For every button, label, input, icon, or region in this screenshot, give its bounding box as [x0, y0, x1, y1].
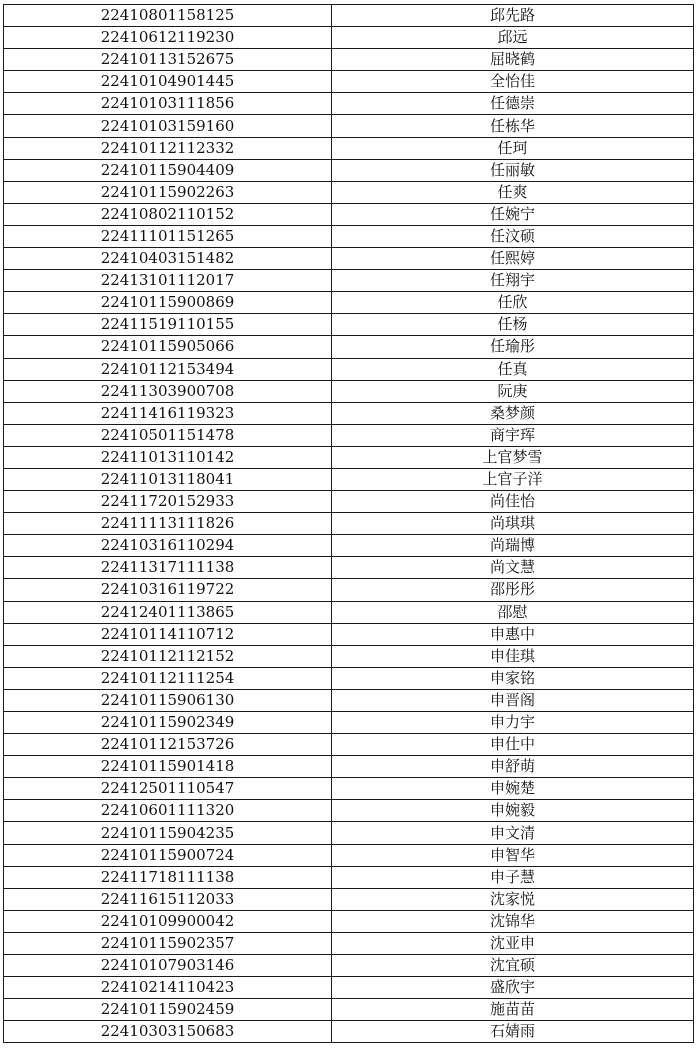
id-cell: 22410113152675	[4, 49, 332, 71]
name-cell: 全怡佳	[332, 71, 694, 93]
name-cell: 申佳琪	[332, 645, 694, 667]
table-row	[4, 623, 694, 645]
id-cell: 22410107903146	[4, 955, 332, 977]
id-cell: 22410214110423	[4, 977, 332, 999]
name-cell: 任欣	[332, 292, 694, 314]
table-row	[4, 689, 694, 711]
name-cell: 任真	[332, 358, 694, 380]
id-cell: 22410115904235	[4, 822, 332, 844]
id-cell: 22411303900708	[4, 380, 332, 402]
name-cell: 邵彤彤	[332, 579, 694, 601]
id-cell: 22410316110294	[4, 535, 332, 557]
name-cell: 申智华	[332, 844, 694, 866]
id-cell: 22412401113865	[4, 601, 332, 623]
name-cell: 任珂	[332, 137, 694, 159]
name-cell: 邱远	[332, 27, 694, 49]
id-cell: 22410802110152	[4, 203, 332, 225]
table-row	[4, 601, 694, 623]
id-cell: 22410112112332	[4, 137, 332, 159]
name-cell: 沈宜硕	[332, 955, 694, 977]
id-cell: 22410115902349	[4, 712, 332, 734]
id-cell: 22411317111138	[4, 557, 332, 579]
id-cell: 22413101112017	[4, 270, 332, 292]
id-cell: 22410612119230	[4, 27, 332, 49]
id-cell: 22410115902357	[4, 932, 332, 954]
table-row	[4, 977, 694, 999]
table-row	[4, 159, 694, 181]
name-cell: 上官子洋	[332, 468, 694, 490]
id-cell: 22410109900042	[4, 910, 332, 932]
name-cell: 任爽	[332, 181, 694, 203]
id-cell: 22411013118041	[4, 468, 332, 490]
name-cell: 申婉楚	[332, 778, 694, 800]
id-cell: 22411519110155	[4, 314, 332, 336]
name-cell: 任汶硕	[332, 225, 694, 247]
id-cell: 22410112111254	[4, 667, 332, 689]
table-row	[4, 314, 694, 336]
name-cell: 邵慰	[332, 601, 694, 623]
id-cell: 22410115902263	[4, 181, 332, 203]
name-cell: 屈晓鹤	[332, 49, 694, 71]
table-row	[4, 778, 694, 800]
table-row	[4, 446, 694, 468]
id-cell: 22410112153726	[4, 734, 332, 756]
table-row	[4, 270, 694, 292]
id-cell: 22410115905066	[4, 336, 332, 358]
name-cell: 尚佳怡	[332, 491, 694, 513]
table-row	[4, 822, 694, 844]
table-row	[4, 203, 694, 225]
table-row	[4, 756, 694, 778]
name-cell: 尚文慧	[332, 557, 694, 579]
roster-table	[3, 4, 694, 1043]
roster-table-body	[4, 5, 694, 1043]
id-cell: 22410104901445	[4, 71, 332, 93]
table-row	[4, 734, 694, 756]
name-cell: 申子慧	[332, 866, 694, 888]
id-cell: 22410115901418	[4, 756, 332, 778]
name-cell: 施苗苗	[332, 999, 694, 1021]
table-row	[4, 115, 694, 137]
id-cell: 22410103111856	[4, 93, 332, 115]
id-cell: 22411101151265	[4, 225, 332, 247]
table-row	[4, 292, 694, 314]
name-cell: 申仕中	[332, 734, 694, 756]
name-cell: 任婉宁	[332, 203, 694, 225]
name-cell: 任翔宇	[332, 270, 694, 292]
table-row	[4, 910, 694, 932]
id-cell: 22410316119722	[4, 579, 332, 601]
table-row	[4, 137, 694, 159]
id-cell: 22410114110712	[4, 623, 332, 645]
table-row	[4, 491, 694, 513]
id-cell: 22410601111320	[4, 800, 332, 822]
name-cell: 申文清	[332, 822, 694, 844]
table-row	[4, 424, 694, 446]
table-row	[4, 380, 694, 402]
id-cell: 22410115900869	[4, 292, 332, 314]
name-cell: 尚琪琪	[332, 513, 694, 535]
table-row	[4, 248, 694, 270]
table-row	[4, 645, 694, 667]
id-cell: 22411013110142	[4, 446, 332, 468]
table-row	[4, 468, 694, 490]
table-row	[4, 579, 694, 601]
table-row	[4, 181, 694, 203]
name-cell: 沈家悦	[332, 888, 694, 910]
name-cell: 申晋阁	[332, 689, 694, 711]
table-row	[4, 402, 694, 424]
id-cell: 22411113111826	[4, 513, 332, 535]
table-row	[4, 358, 694, 380]
id-cell: 22411718111138	[4, 866, 332, 888]
table-row	[4, 535, 694, 557]
name-cell: 申力宇	[332, 712, 694, 734]
table-row	[4, 557, 694, 579]
id-cell: 22410801158125	[4, 5, 332, 27]
name-cell: 任瑜彤	[332, 336, 694, 358]
name-cell: 任德崇	[332, 93, 694, 115]
table-row	[4, 800, 694, 822]
table-row	[4, 225, 694, 247]
id-cell: 22410115906130	[4, 689, 332, 711]
table-row	[4, 71, 694, 93]
table-row	[4, 49, 694, 71]
id-cell: 22412501110547	[4, 778, 332, 800]
name-cell: 上官梦雪	[332, 446, 694, 468]
name-cell: 沈锦华	[332, 910, 694, 932]
table-row	[4, 336, 694, 358]
table-row	[4, 866, 694, 888]
table-row	[4, 955, 694, 977]
table-row	[4, 999, 694, 1021]
name-cell: 尚瑞博	[332, 535, 694, 557]
id-cell: 22410303150683	[4, 1021, 332, 1043]
name-cell: 商宇珲	[332, 424, 694, 446]
id-cell: 22411416119323	[4, 402, 332, 424]
table-row	[4, 844, 694, 866]
id-cell: 22410112112152	[4, 645, 332, 667]
table-row	[4, 1021, 694, 1043]
id-cell: 22410501151478	[4, 424, 332, 446]
name-cell: 阮庚	[332, 380, 694, 402]
name-cell: 任杨	[332, 314, 694, 336]
id-cell: 22410115900724	[4, 844, 332, 866]
table-row	[4, 932, 694, 954]
name-cell: 任熙婷	[332, 248, 694, 270]
id-cell: 22411615112033	[4, 888, 332, 910]
table-row	[4, 27, 694, 49]
table-row	[4, 888, 694, 910]
name-cell: 石婧雨	[332, 1021, 694, 1043]
name-cell: 盛欣宇	[332, 977, 694, 999]
name-cell: 申家铭	[332, 667, 694, 689]
id-cell: 22410103159160	[4, 115, 332, 137]
table-row	[4, 513, 694, 535]
table-row	[4, 5, 694, 27]
table-row	[4, 93, 694, 115]
name-cell: 任栋华	[332, 115, 694, 137]
id-cell: 22410115904409	[4, 159, 332, 181]
id-cell: 22410112153494	[4, 358, 332, 380]
id-cell: 22410115902459	[4, 999, 332, 1021]
name-cell: 沈亚申	[332, 932, 694, 954]
name-cell: 申惠中	[332, 623, 694, 645]
name-cell: 邱先路	[332, 5, 694, 27]
table-row	[4, 667, 694, 689]
name-cell: 桑梦颜	[332, 402, 694, 424]
name-cell: 申舒萌	[332, 756, 694, 778]
name-cell: 申婉毅	[332, 800, 694, 822]
name-cell: 任丽敏	[332, 159, 694, 181]
table-row	[4, 712, 694, 734]
id-cell: 22411720152933	[4, 491, 332, 513]
id-cell: 22410403151482	[4, 248, 332, 270]
